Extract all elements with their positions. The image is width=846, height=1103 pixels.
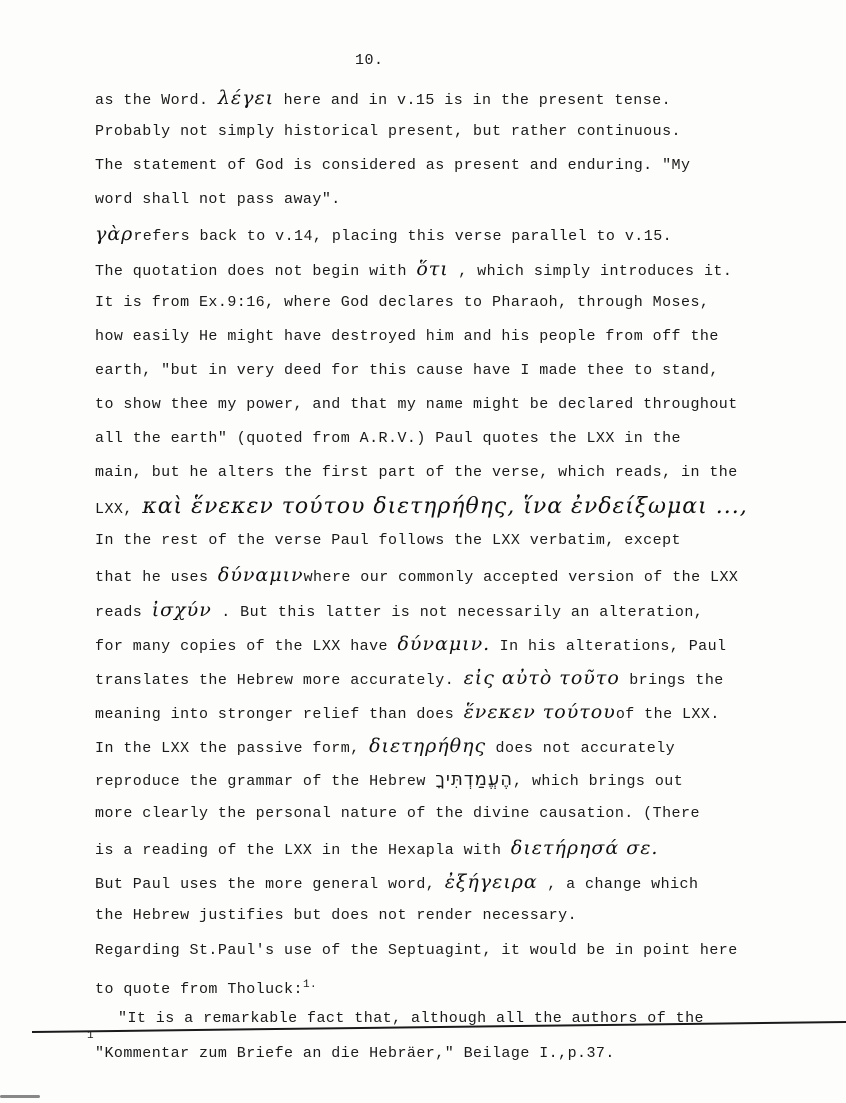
text-line — [95, 293, 709, 313]
greek-word: διετηρήθης — [369, 735, 487, 757]
text-run: translates the Hebrew more accurately. — [95, 672, 464, 689]
scan-smudge — [0, 1095, 40, 1098]
text-line — [95, 395, 738, 415]
text-line — [95, 736, 675, 759]
footnote-separator — [30, 1018, 846, 1042]
footnote-marker: 1 — [87, 1030, 94, 1042]
text-run: as the Word. — [95, 92, 218, 109]
text-line — [95, 600, 703, 623]
text-run: The quotation does not begin with — [95, 263, 417, 280]
text-line — [95, 906, 577, 926]
text-line — [95, 531, 681, 551]
text-run: is a reading of the LXX in the Hexapla with — [95, 842, 511, 859]
text-run: Probably not simply historical present, but rather continuous. — [95, 123, 681, 140]
greek-word: ὅτι — [416, 258, 449, 280]
greek-word: γὰρ — [95, 223, 134, 245]
text-run: the Hebrew justifies but does not render necessary. — [95, 907, 578, 924]
footnote-reference: 1. — [302, 979, 318, 991]
text-line — [95, 463, 738, 483]
greek-word: ἐξήγειρα — [444, 871, 538, 893]
text-line — [95, 941, 738, 961]
text-run: main, but he alters the first part of the verse, which reads, in the — [95, 464, 738, 481]
text-run: to show thee my power, and that my name might be declared throughout — [95, 396, 738, 413]
text-run: brings the — [619, 672, 724, 689]
text-line — [95, 565, 738, 588]
text-run: But Paul uses the more general word, — [95, 876, 445, 893]
footnote-text: "Kommentar zum Briefe an die Hebräer," Beilage I.,p.37. — [95, 1045, 615, 1062]
page-number: 10. — [355, 52, 384, 69]
text-run: that he uses — [95, 569, 218, 586]
text-line — [95, 872, 698, 895]
text-run: In the rest of the verse Paul follows the LXX verbatim, except — [95, 532, 681, 549]
text-line — [95, 770, 683, 792]
greek-word: λέγει — [217, 87, 275, 109]
text-line — [95, 838, 658, 861]
text-run: LXX, — [95, 501, 143, 518]
text-run: , which brings out — [513, 773, 684, 790]
text-run: word shall not pass away". — [95, 191, 341, 208]
text-run: all the earth" (quoted from A.R.V.) Paul quotes the LXX in the — [95, 430, 681, 447]
text-line — [95, 327, 719, 347]
greek-word: δύναμιν. — [397, 633, 491, 655]
text-line — [95, 122, 681, 142]
text-run: meaning into stronger relief than does — [95, 706, 464, 723]
text-line — [95, 668, 724, 691]
text-line — [95, 634, 727, 657]
text-line — [95, 361, 719, 381]
text-line — [95, 804, 700, 824]
text-run: Regarding St.Paul's use of the Septuagint, it would be in point here — [95, 942, 738, 959]
text-run: earth, "but in very deed for this cause have I made thee to stand, — [95, 362, 719, 379]
text-line — [95, 156, 690, 176]
text-run: "It is a remarkable fact that, although all the authors of the — [118, 1010, 704, 1027]
text-run: to quote from Tholuck: — [95, 981, 303, 998]
text-line — [95, 702, 720, 725]
text-run: here and in v.15 is in the present tense. — [274, 92, 672, 109]
text-line — [95, 190, 341, 210]
text-run: It is from Ex.9:16, where God declares to Pharaoh, through Moses, — [95, 294, 710, 311]
text-run: , which simply introduces it. — [448, 263, 733, 280]
text-run: , a change which — [537, 876, 699, 893]
text-run: how easily He might have destroyed him and his people from off the — [95, 328, 719, 345]
greek-word: εἰς αὐτὸ τοῦτο — [463, 667, 620, 689]
greek-word: διετήρησά σε. — [510, 837, 659, 859]
text-line — [95, 975, 317, 1000]
text-run: In the LXX the passive form, — [95, 740, 370, 757]
text-run: where our commonly accepted version of the LXX — [303, 569, 739, 586]
text-run: for many copies of the LXX have — [95, 638, 398, 655]
text-line — [95, 259, 732, 282]
text-run: refers back to v.14, placing this verse parallel to v.15. — [133, 228, 673, 245]
text-run: more clearly the personal nature of the divine causation. (There — [95, 805, 700, 822]
text-run: of the LXX. — [615, 706, 720, 723]
text-run: . But this latter is not necessarily an alteration, — [211, 604, 704, 621]
greek-word: δύναμιν — [217, 564, 304, 586]
text-run: The statement of God is considered as present and enduring. "My — [95, 157, 691, 174]
text-run: reads — [95, 604, 152, 621]
text-run: reproduce the grammar of the Hebrew — [95, 773, 436, 790]
text-line — [95, 224, 672, 247]
hebrew-word: הֶעֱמַדְתִּיךָ — [435, 769, 514, 790]
text-line — [95, 88, 671, 111]
text-line — [95, 429, 681, 449]
text-run: In his alterations, Paul — [490, 638, 727, 655]
greek-word: ἕνεκεν τούτου — [463, 701, 616, 723]
greek-word: ἰσχύν — [151, 599, 212, 621]
greek-word: καὶ ἕνεκεν τούτου διετηρήθης, ἵνα ἐνδείξωμαι ..., — [142, 494, 748, 519]
text-line — [95, 494, 748, 520]
text-run: does not accurately — [486, 740, 676, 757]
